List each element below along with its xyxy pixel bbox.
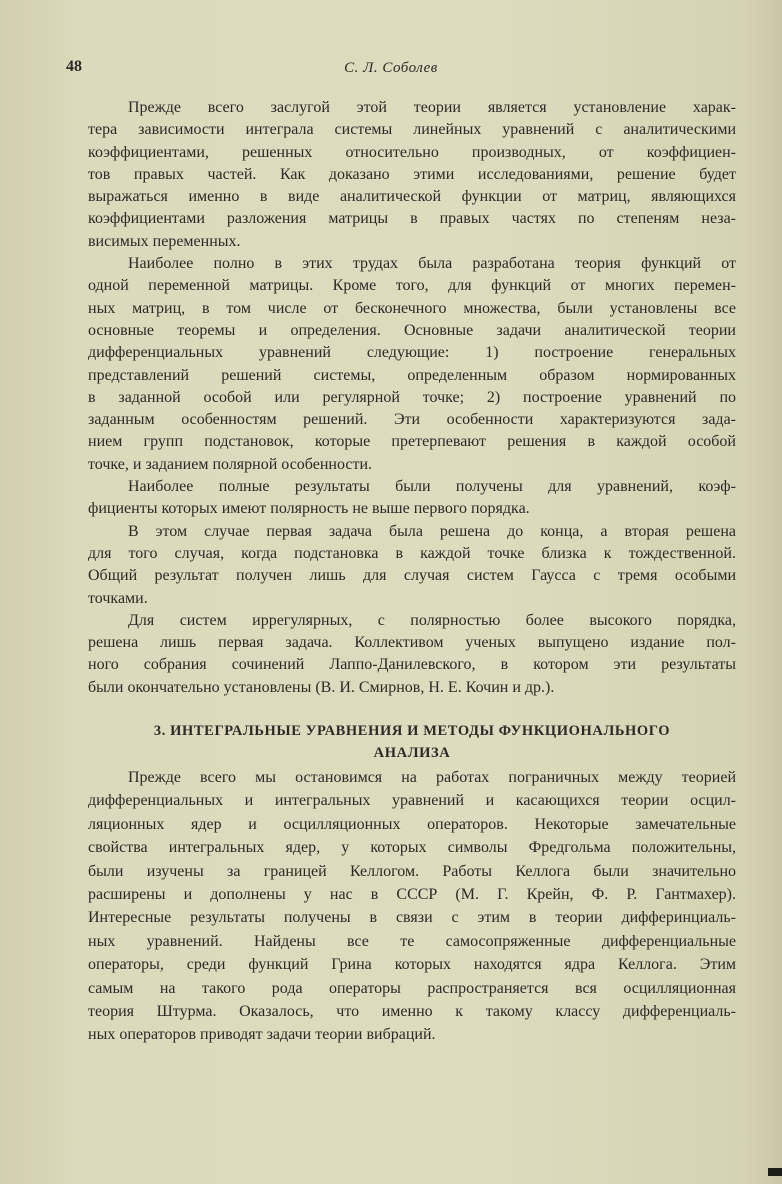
text-line: операторы, среди функций Грина которых находятся ядра Келлога. Этим <box>88 956 736 974</box>
paragraph <box>88 610 736 699</box>
section-heading <box>88 720 736 764</box>
text-line: в заданной особой или регулярной точке; 2) построение уравнений по <box>88 388 736 406</box>
text-line: выражаться именно в виде аналитической функции от матриц, являющихся <box>88 188 736 206</box>
text-line: ных матриц, в том числе от бесконечного множества, были установлены все <box>88 299 736 317</box>
text-line: тов правых частей. Как доказано этими исследованиями, решение будет <box>88 165 736 183</box>
text-line: фициенты которых имеют полярность не выше первого порядка. <box>88 500 530 518</box>
text-line: Для систем иррегулярных, с полярностью более высокого порядка, <box>128 611 736 629</box>
text-line: коэффициентами разложения матрицы в правых частях по степеням неза- <box>88 210 736 228</box>
running-head-author: С. Л. Соболев <box>344 60 438 76</box>
text-line: тера зависимости интеграла системы линейных уравнений с аналитическими <box>88 121 736 139</box>
paragraph <box>88 97 736 253</box>
text-line: Наиболее полно в этих трудах была разработана теория функций от <box>128 255 736 273</box>
text-line: теория Штурма. Оказалось, что именно к такому классу дифференциаль- <box>88 1002 736 1020</box>
text-line: нием групп подстановок, которые претерпевают решения в каждой особой <box>88 433 736 451</box>
text-line: были изучены за границей Келлогом. Работы Келлога были значительно <box>88 862 736 880</box>
text-line: решена лишь первая задача. Коллективом ученых выпущено издание пол- <box>88 634 736 652</box>
text-line: для того случая, когда подстановка в каждой точке близка к тождественной. <box>88 544 736 562</box>
text-line: висимых переменных. <box>88 232 241 250</box>
text-line: ляционных ядер и осцилляционных операторов. Некоторые замечательные <box>88 815 736 833</box>
text-line: Прежде всего мы остановимся на работах пограничных между теорией <box>128 769 736 786</box>
text-line: точке, и заданием полярной особенности. <box>88 455 372 473</box>
text-line: представлений решений системы, определенным образом нормированных <box>88 366 736 384</box>
paragraph <box>88 766 736 1047</box>
text-line: Прежде всего заслугой этой теории является установление харак- <box>128 99 736 116</box>
text-line: расширены и дополнены у нас в СССР (М. Г. Крейн, Ф. Р. Гантмахер). <box>88 885 736 903</box>
text-line: основные теоремы и определения. Основные задачи аналитической теории <box>88 321 736 339</box>
page-number: 48 <box>66 58 82 75</box>
text-line: Общий результат получен лишь для случая систем Гаусса с тремя особыми <box>88 567 736 585</box>
paragraph <box>88 521 736 610</box>
text-line: ного собрания сочинений Лаппо-Данилевского, в котором эти результаты <box>88 656 736 674</box>
paragraph <box>88 476 736 521</box>
text-line: Интересные результаты получены в связи с этим в теории дифферинциаль- <box>88 909 736 927</box>
section-heading-line: 3. ИНТЕГРАЛЬНЫЕ УРАВНЕНИЯ И МЕТОДЫ ФУНКЦИОНАЛЬНОГО <box>153 723 671 739</box>
text-line: самым на такого рода операторы распространяется вся осцилляционная <box>88 979 736 997</box>
text-line: дифференциальных и интегральных уравнений и касающихся теории осцил- <box>88 792 736 810</box>
section-body-text <box>88 766 736 1047</box>
text-line: ных уравнений. Найдены все те самосопряженные дифференциальные <box>88 932 736 950</box>
text-line: дифференциальных уравнений следующие: 1) построение генеральных <box>88 344 736 362</box>
text-line: В этом случае первая задача была решена до конца, а вторая решена <box>128 522 736 540</box>
text-line: свойства интегральных ядер, у которых символы Фредгольма положительны, <box>88 839 736 857</box>
text-line: одной переменной матрицы. Кроме того, для функций от многих перемен- <box>88 277 736 295</box>
section-heading-line: АНАЛИЗА <box>373 745 451 761</box>
body-text-before-section <box>88 97 736 699</box>
text-line: точками. <box>88 589 148 607</box>
text-line: заданным особенностям решений. Эти особенности характеризуются зада- <box>88 411 736 429</box>
text-line: ных операторов приводят задачи теории вибраций. <box>88 1026 436 1044</box>
paragraph <box>88 253 736 476</box>
text-line: коэффициентами, решенных относительно производных, от коэффициен- <box>88 143 736 161</box>
text-line: Наиболее полные результаты были получены для уравнений, коэф- <box>128 478 736 496</box>
scan-edge-mark <box>768 1168 782 1176</box>
text-line: были окончательно установлены (В. И. Смирнов, Н. Е. Кочин и др.). <box>88 678 555 696</box>
